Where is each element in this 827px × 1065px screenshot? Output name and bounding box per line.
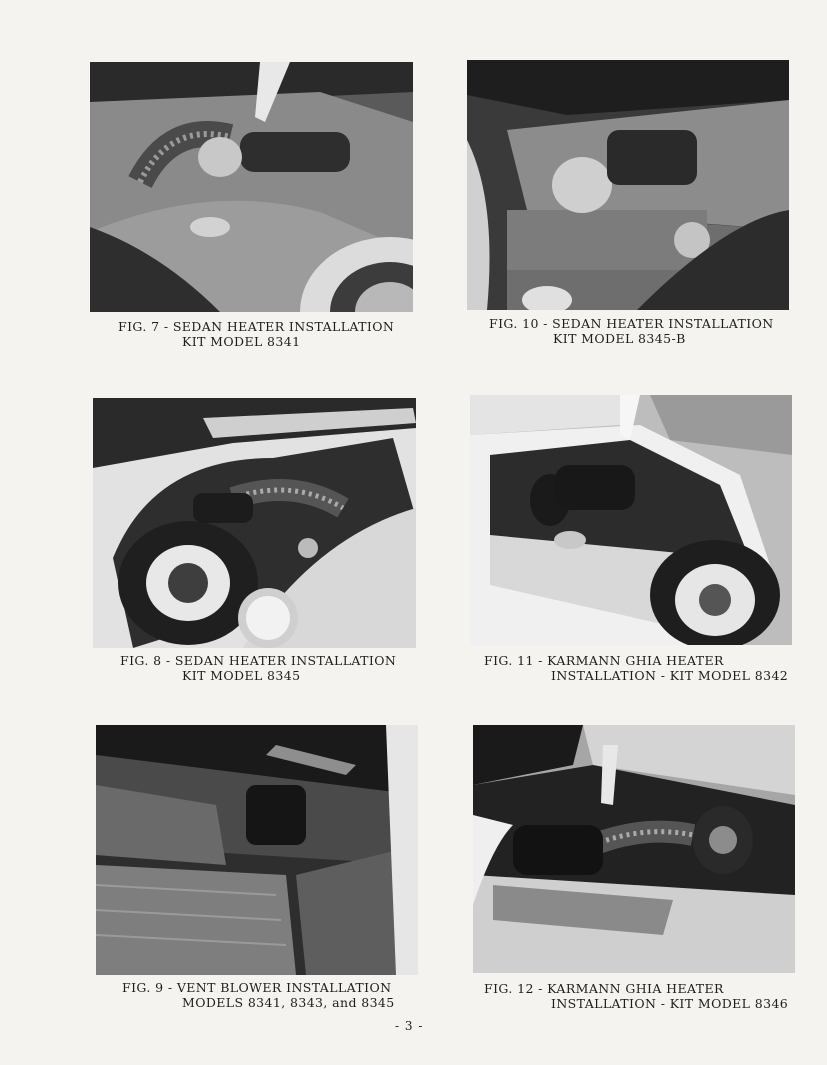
fig8-photo <box>93 398 416 648</box>
fig11-caption <box>484 653 788 683</box>
fig10-caption-line2: KIT MODEL 8345-B <box>553 331 686 346</box>
fig11-photo <box>470 395 792 645</box>
fig8-caption-line2: KIT MODEL 8345 <box>182 668 301 683</box>
fig8-caption-line1: FIG. 8 - SEDAN HEATER INSTALLATION <box>120 653 397 668</box>
fig7-photo <box>90 62 413 312</box>
fig9-caption-line2: MODELS 8341, 8343, and 8345 <box>182 995 395 1010</box>
page-number: - 3 - <box>395 1019 424 1033</box>
fig11-caption-line1: FIG. 11 - KARMANN GHIA HEATER <box>484 653 724 668</box>
fig12-caption <box>484 981 788 1011</box>
fig7-caption-line2: KIT MODEL 8341 <box>182 334 301 349</box>
fig10-caption <box>489 316 774 346</box>
fig9-caption-line1: FIG. 9 - VENT BLOWER INSTALLATION <box>122 980 392 995</box>
fig12-caption-line1: FIG. 12 - KARMANN GHIA HEATER <box>484 981 724 996</box>
fig10-photo <box>467 60 789 310</box>
fig9-photo <box>96 725 418 975</box>
fig7-caption-line1: FIG. 7 - SEDAN HEATER INSTALLATION <box>118 319 395 334</box>
fig8-caption <box>120 653 396 683</box>
fig12-caption-line2: INSTALLATION - KIT MODEL 8346 <box>551 996 789 1011</box>
fig7-caption <box>118 319 394 349</box>
fig12-photo <box>473 725 795 973</box>
fig11-caption-line2: INSTALLATION - KIT MODEL 8342 <box>551 668 789 683</box>
fig10-caption-line1: FIG. 10 - SEDAN HEATER INSTALLATION <box>489 316 774 331</box>
fig9-caption <box>122 980 395 1010</box>
